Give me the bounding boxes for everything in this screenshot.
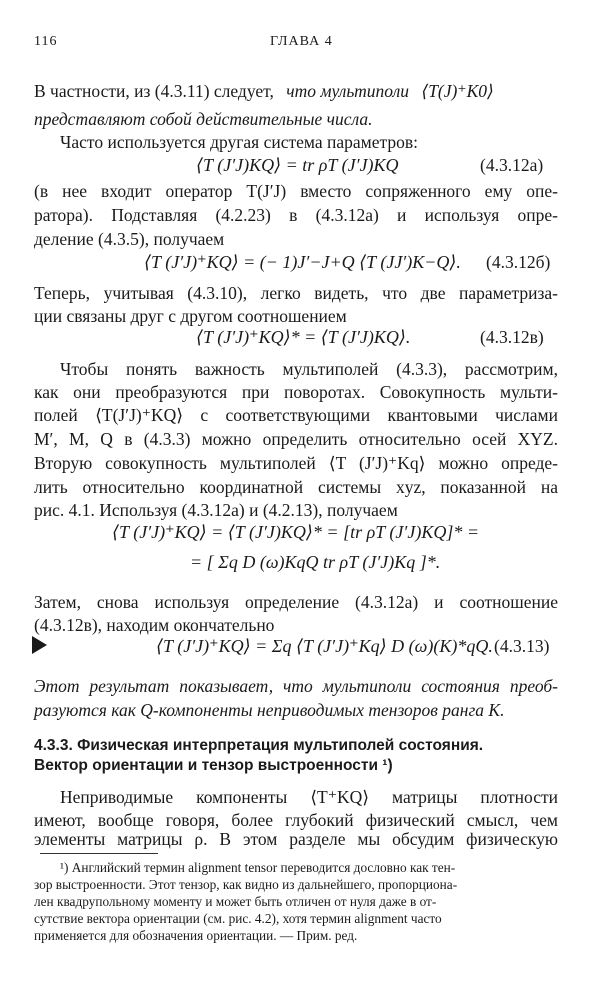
text-line: Этот результат показывает, что мультиполи состояния преоб- [34,676,558,696]
footnote-line: применяется для обозначения ориентации. — Прим. ред. [34,928,358,943]
text-line: (4.3.12в), находим окончательно [34,615,275,635]
text-line: ции связаны друг с другом соотношением [34,306,347,326]
footnote-line: зор выстроенности. Этот тензор, как видно из дальнейшего, пропорциона- [34,877,458,892]
equation-number: (4.3.12б) [486,252,551,272]
text-line: Затем, снова используя определение (4.3.12а) и соотношение [34,592,558,612]
page-number: 116 [34,34,58,49]
footnote-line: лен квадрупольному моменту и может быть отличен от нуля даже в от- [34,894,437,909]
section-heading: Вектор ориентации и тензор выстроенности ¹) [34,757,393,774]
footnote-rule [40,853,158,854]
text-line: ратора). Подставляя (4.2.23) в (4.3.12а) и используя опре- [34,205,558,225]
math-inline: ⟨T(J)⁺K0⟩ [421,81,494,101]
section-heading: 4.3.3. Физическая интерпретация мультиполей состояния. [34,737,484,754]
footnote-line: сутствие вектора ориентации (см. рис. 4.2), хотя термин alignment часто [34,911,442,926]
text-line: Чтобы понять важность мультиполей (4.3.3), рассмотрим, [60,359,558,379]
footnote-line: ¹) Английский термин alignment tensor переводится дословно как тен- [60,860,456,875]
running-head: ГЛАВА 4 [270,34,333,49]
equation-number: (4.3.13) [494,636,550,656]
text-segment: В частности, из (4.3.11) следует, [34,81,274,101]
text-line: полей ⟨T(J′J)⁺KQ⟩ с соответствующими квантовыми числами [34,405,558,425]
equation: = [ Σq D (ω)KqQ tr ρT (J′J)Kq ]*. [190,552,441,572]
text-segment-italic: что мультиполи [286,81,409,101]
text-line: рис. 4.1. Используя (4.3.12а) и (4.2.13), получаем [34,500,398,520]
text-line: элементы матрицы ρ. В этом разделе мы обсудим физическую [34,829,558,849]
text-line: Теперь, учитывая (4.3.10), легко видеть, что две параметриза- [34,283,558,303]
text-line: Часто используется другая система параметров: [60,132,418,152]
text-line: имеют, вообще говоря, более глубокий физический смысл, чем [34,810,558,830]
text-line: представляют собой действительные числа. [34,109,373,129]
text-line: как они преобразуются при поворотах. Совокупность мульти- [34,382,558,402]
text-line: M′, M, Q в (4.3.3) можно определить относительно осей XYZ. [34,429,558,449]
equation-number: (4.3.12в) [480,327,544,347]
text-line: разуются как Q-компоненты неприводимых тензоров ранга K. [34,700,505,720]
text-line: (в нее входит оператор T(J′J) вместо сопряженного ему опе- [34,181,558,201]
equation: ⟨T (J′J)⁺KQ⟩ = Σq ⟨T (J′J)⁺Kq⟩ D (ω)(K)*qQ. [156,636,493,656]
text-line: Неприводимые компоненты ⟨T⁺KQ⟩ матрицы плотности [60,787,558,807]
equation: ⟨T (J′J)KQ⟩ = tr ρT (J′J)KQ [196,155,399,175]
text-line [34,80,494,102]
equation: ⟨T (J′J)⁺KQ⟩ = ⟨T (J′J)KQ⟩* = [tr ρT (J′J)KQ]* = [112,522,479,542]
text-line: деление (4.3.5), получаем [34,229,225,249]
equation: ⟨T (J′J)⁺KQ⟩ = (− 1)J′−J+Q ⟨T (JJ′)K−Q⟩. [144,252,461,272]
text-line: Вторую совокупность мультиполей ⟨T (J′J)⁺Kq⟩ можно опреде- [34,453,558,473]
equation: ⟨T (J′J)⁺KQ⟩* = ⟨T (J′J)KQ⟩. [196,327,411,347]
text-line: лить относительно координатной системы xyz, показанной на [34,477,558,497]
equation-number: (4.3.12а) [480,155,544,175]
triangle-marker-icon [32,636,47,654]
